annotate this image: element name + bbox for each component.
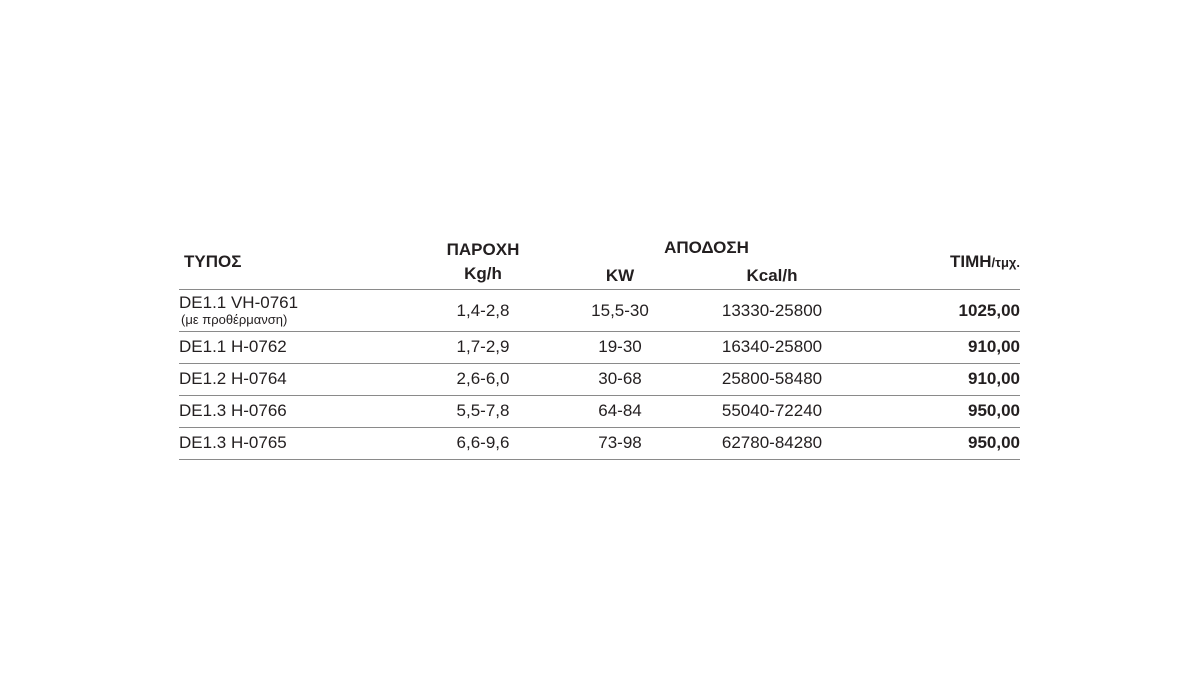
header-price-unit: /τμχ. bbox=[991, 255, 1020, 270]
cell-flow: 5,5-7,8 bbox=[456, 401, 510, 420]
cell-type: DE1.2 H-0764 bbox=[179, 369, 287, 388]
cell-kcal: 16340-25800 bbox=[721, 337, 823, 356]
cell-price: 1025,00 bbox=[958, 301, 1020, 320]
cell-type: DE1.1 H-0762 bbox=[179, 337, 287, 356]
table-row bbox=[179, 428, 1020, 460]
cell-kcal: 25800-58480 bbox=[721, 369, 823, 388]
cell-flow: 1,7-2,9 bbox=[456, 337, 510, 356]
cell-kcal: 62780-84280 bbox=[721, 433, 823, 452]
table-row bbox=[179, 290, 1020, 332]
cell-type: DE1.1 VH-0761 bbox=[179, 293, 299, 312]
cell-flow: 1,4-2,8 bbox=[456, 301, 510, 320]
header-output: ΑΠΟΔΟΣΗ bbox=[664, 238, 749, 257]
header-flow-unit: Kg/h bbox=[464, 264, 502, 283]
header-type: ΤΥΠΟΣ bbox=[184, 252, 242, 271]
cell-flow: 2,6-6,0 bbox=[456, 369, 510, 388]
table-header bbox=[179, 236, 1020, 290]
header-flow: ΠΑΡΟΧΗ bbox=[446, 240, 520, 259]
cell-type: DE1.3 H-0765 bbox=[179, 433, 287, 452]
cell-kw: 73-98 bbox=[598, 433, 642, 452]
cell-price: 910,00 bbox=[968, 369, 1020, 388]
cell-price: 950,00 bbox=[968, 433, 1020, 452]
cell-kw: 19-30 bbox=[598, 337, 642, 356]
cell-note: (με προθέρμανση) bbox=[181, 312, 288, 327]
cell-kw: 15,5-30 bbox=[591, 301, 649, 320]
cell-kcal: 13330-25800 bbox=[721, 301, 823, 320]
table-row bbox=[179, 396, 1020, 428]
cell-price: 950,00 bbox=[968, 401, 1020, 420]
cell-flow: 6,6-9,6 bbox=[456, 433, 510, 452]
cell-kcal: 55040-72240 bbox=[721, 401, 823, 420]
header-kw: KW bbox=[605, 266, 635, 285]
header-price bbox=[950, 252, 1020, 273]
cell-kw: 30-68 bbox=[598, 369, 642, 388]
header-price-label: ΤΙΜΗ bbox=[949, 252, 992, 271]
table-row bbox=[179, 332, 1020, 364]
cell-price: 910,00 bbox=[968, 337, 1020, 356]
cell-kw: 64-84 bbox=[598, 401, 642, 420]
table-row bbox=[179, 364, 1020, 396]
cell-type: DE1.3 H-0766 bbox=[179, 401, 287, 420]
spec-table bbox=[179, 236, 1020, 460]
header-kcal: Kcal/h bbox=[746, 266, 798, 285]
